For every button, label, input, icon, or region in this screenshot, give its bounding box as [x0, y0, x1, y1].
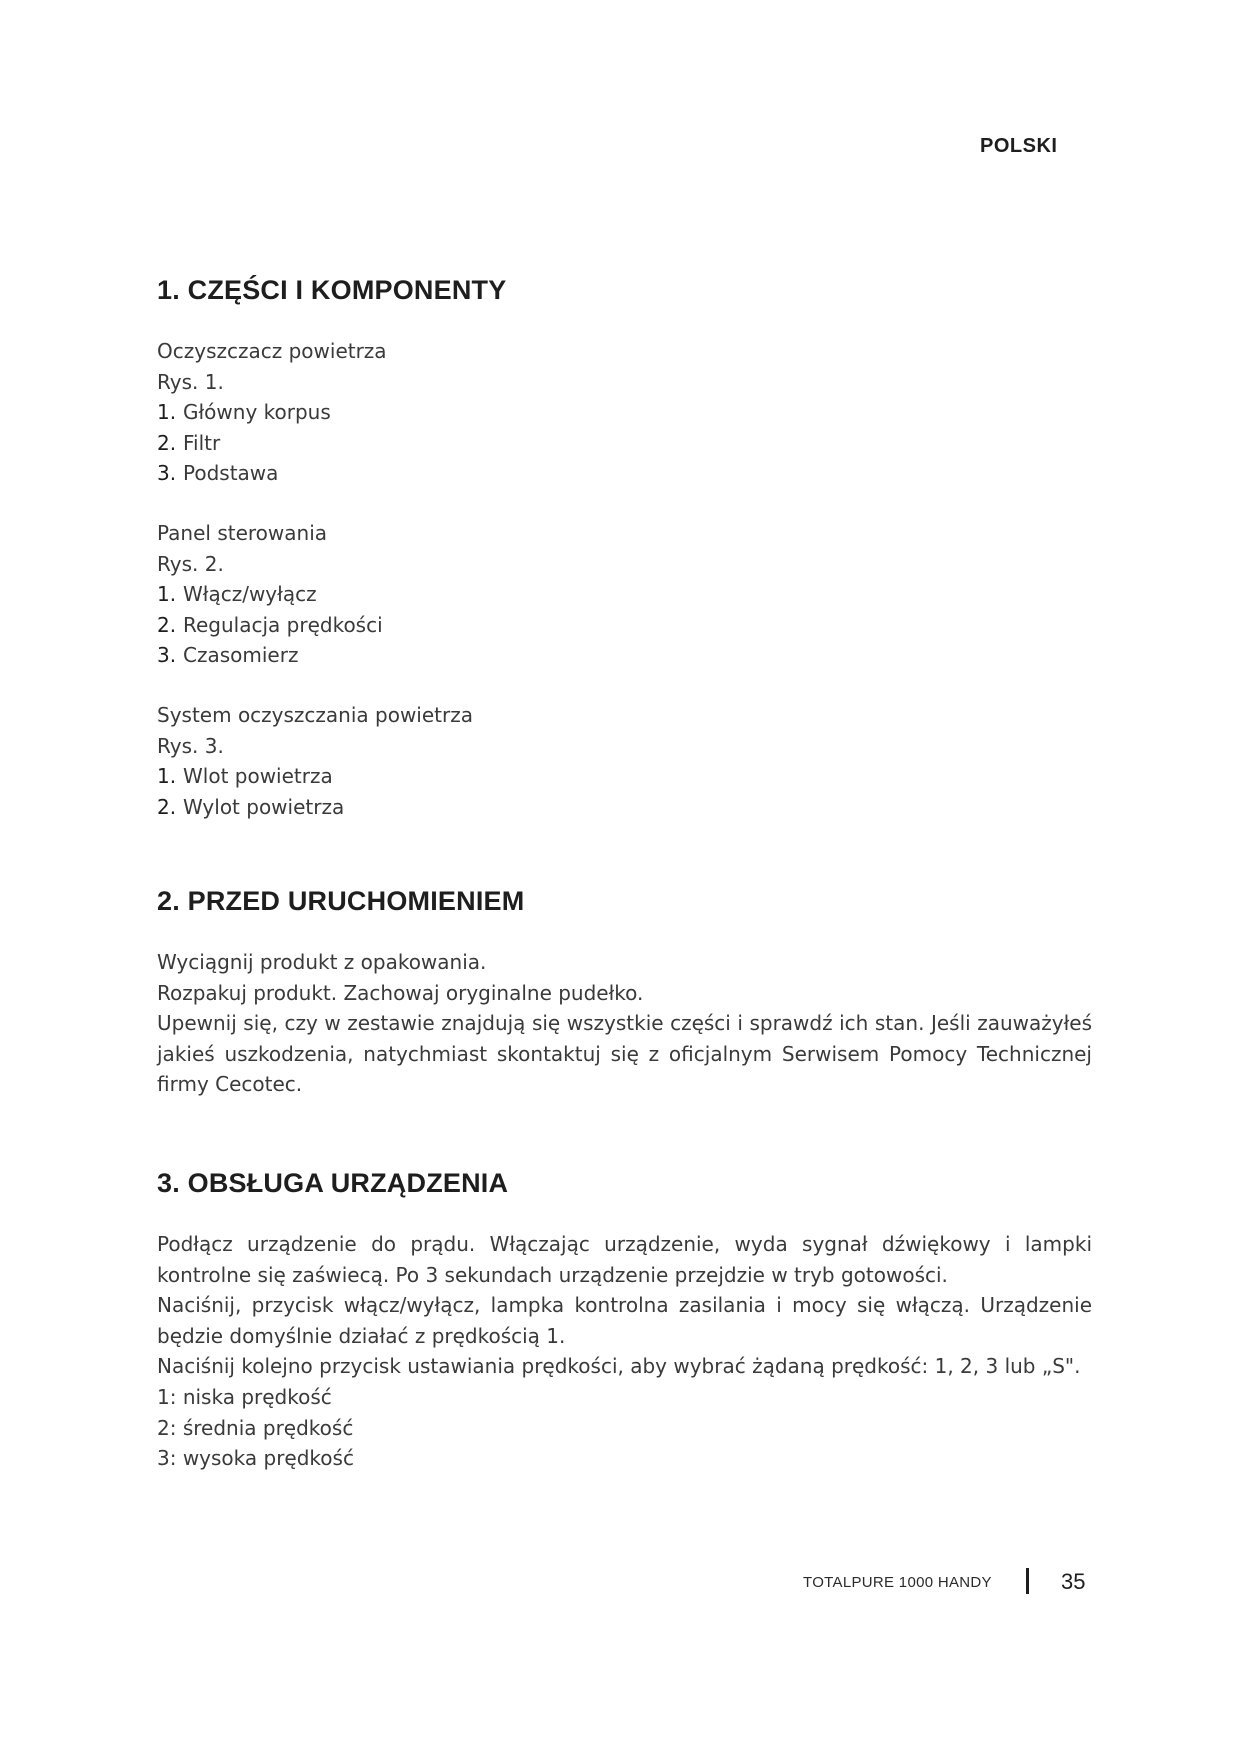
item-text: Podstawa [183, 461, 279, 486]
parts-group-air-purifier [157, 336, 1092, 489]
list-item [157, 428, 1092, 459]
list-item [157, 458, 1092, 489]
item-number: 1. [157, 764, 177, 789]
item-number: 1. [157, 582, 177, 607]
language-label: POLSKI [980, 135, 1058, 157]
page-number: 35 [1061, 1569, 1086, 1594]
item-number: 2. [157, 612, 177, 637]
paragraph: Rozpakuj produkt. Zachowaj oryginalne pudełko. [157, 980, 644, 1005]
group-name: System oczyszczania powietrza [157, 703, 473, 727]
item-number: 2. [157, 794, 177, 819]
section-title-operation: 3. OBSŁUGA URZĄDZENIA [157, 1168, 509, 1198]
group-name: Panel sterowania [157, 521, 327, 545]
speed-high: 3: wysoka prędkość [157, 1446, 354, 1471]
paragraph: Podłącz urządzenie do prądu. Włączając urządzenie, wyda sygnał dźwiękowy i lampki kontrolne się zaświecą. Po 3 sekundach urządzenie przejdzie w tryb gotowości. [157, 1232, 1092, 1287]
item-text: Włącz/wyłącz [183, 582, 317, 607]
speed-medium: 2: średnia prędkość [157, 1415, 354, 1440]
list-item [157, 397, 1092, 428]
item-number: 3. [157, 461, 177, 486]
list-item [157, 579, 1092, 610]
product-model: TOTALPURE 1000 HANDY [803, 1574, 992, 1591]
paragraph: Naciśnij, przycisk włącz/wyłącz, lampka kontrolna zasilania i mocy się włączą. Urządzenie będzie domyślnie działać z prędkością 1. [157, 1293, 1092, 1348]
paragraph: Wyciągnij produkt z opakowania. [157, 950, 487, 974]
figure-ref: Rys. 2. [157, 551, 224, 576]
figure-ref: Rys. 3. [157, 733, 224, 758]
operation-text [157, 1229, 1092, 1474]
item-number: 1. [157, 400, 177, 425]
paragraph: Naciśnij kolejno przycisk ustawiania prędkości, aby wybrać żądaną prędkość: 1, 2, 3 lub „S". [157, 1354, 1081, 1379]
section-title-parts: 1. CZĘŚCI I KOMPONENTY [157, 275, 507, 305]
item-text: Główny korpus [183, 400, 331, 425]
group-name: Oczyszczacz powietrza [157, 339, 387, 363]
paragraph: Upewnij się, czy w zestawie znajdują się wszystkie części i sprawdź ich stan. Jeśli zauważyłeś jakieś uszkodzenia, natychmiast skontaktuj się z oficjalnym Serwisem Pomocy Technicznej firmy Cecotec. [157, 1011, 1092, 1097]
list-item [157, 640, 1092, 671]
section-title-before-use: 2. PRZED URUCHOMIENIEM [157, 886, 525, 916]
item-number: 2. [157, 430, 177, 455]
list-item [157, 792, 1092, 823]
speed-low: 1: niska prędkość [157, 1384, 332, 1409]
item-text: Filtr [183, 430, 221, 455]
footer-divider [1026, 1568, 1029, 1594]
item-text: Regulacja prędkości [183, 612, 383, 637]
page-footer [0, 1568, 1241, 1598]
item-text: Wylot powietrza [183, 794, 345, 819]
item-text: Czasomierz [183, 643, 299, 668]
before-use-text [157, 947, 1092, 1100]
list-item [157, 610, 1092, 641]
figure-ref: Rys. 1. [157, 369, 224, 394]
parts-group-purification-system [157, 700, 1092, 822]
list-item [157, 761, 1092, 792]
item-number: 3. [157, 643, 177, 668]
parts-group-control-panel [157, 518, 1092, 671]
item-text: Wlot powietrza [183, 764, 333, 789]
